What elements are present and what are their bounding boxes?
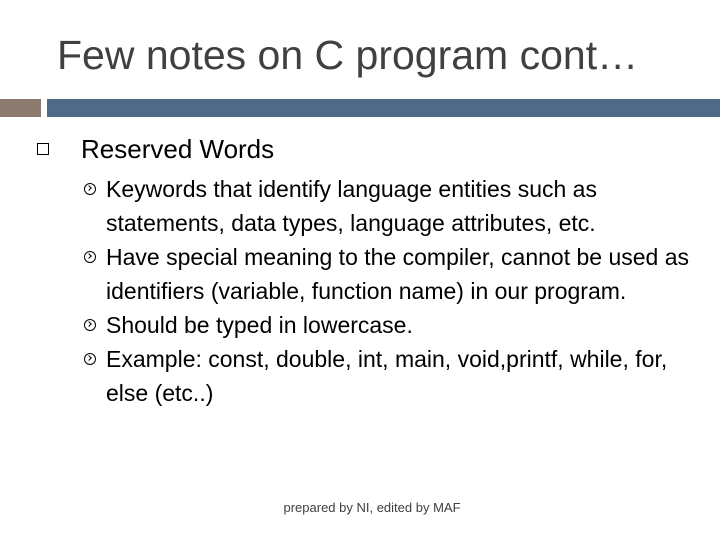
circle-check-icon	[84, 183, 96, 195]
bullet-text: Have special meaning to the compiler, cannot be used as identifiers (variable, function name) in our program.	[106, 244, 690, 304]
heading-text: Reserved Words	[81, 134, 275, 164]
accent-bar-left	[0, 99, 41, 117]
bullet-item	[84, 342, 704, 410]
bullet-item	[84, 240, 704, 308]
square-bullet-icon	[37, 143, 49, 155]
bullet-item	[84, 172, 704, 240]
slide-title: Few notes on C program cont…	[57, 32, 639, 78]
bullet-item	[84, 308, 704, 342]
circle-check-icon	[84, 353, 96, 365]
bullet-text: Example: const, double, int, main, void,printf, while, for, else (etc..)	[106, 346, 668, 406]
slide-footer: prepared by NI, edited by MAF	[283, 500, 461, 515]
accent-bar-right	[47, 99, 720, 117]
bullet-list	[84, 172, 704, 410]
circle-check-icon	[84, 319, 96, 331]
circle-check-icon	[84, 251, 96, 263]
bullet-text: Should be typed in lowercase.	[106, 312, 413, 338]
bullet-text: Keywords that identify language entities such as statements, data types, language attributes, etc.	[106, 176, 597, 236]
heading-item	[37, 134, 697, 165]
